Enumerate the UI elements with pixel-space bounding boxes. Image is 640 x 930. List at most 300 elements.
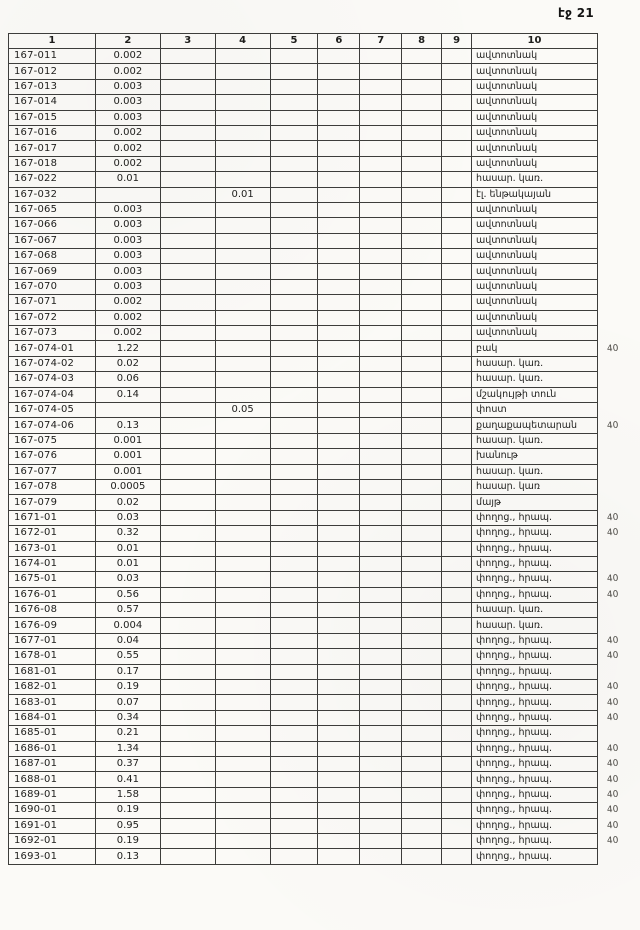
cell-value4 [215, 741, 270, 756]
cell-value4 [215, 587, 270, 602]
cell-empty8 [402, 202, 442, 217]
table-row [9, 418, 640, 433]
cell-value4 [215, 356, 270, 371]
margin-mark [597, 510, 639, 525]
cell-empty7 [360, 387, 402, 402]
cell-empty5 [270, 110, 318, 125]
cell-value2: 0.002 [95, 326, 160, 341]
table-row [9, 372, 640, 387]
cell-empty9 [442, 326, 472, 341]
cell-use-type: խանութ [472, 449, 598, 464]
cell-value4 [215, 387, 270, 402]
cell-empty5 [270, 310, 318, 325]
cell-empty5 [270, 803, 318, 818]
cell-use-type: փողոց., հրապ. [472, 649, 598, 664]
cell-empty5 [270, 741, 318, 756]
cell-empty7 [360, 772, 402, 787]
column-header-5: 5 [270, 34, 318, 49]
cell-use-type: ավտոտնակ [472, 202, 598, 217]
margin-mark [597, 64, 639, 79]
cell-empty5 [270, 418, 318, 433]
cell-empty8 [402, 326, 442, 341]
cell-use-type: փողոց., հրապ. [472, 787, 598, 802]
cell-value4 [215, 664, 270, 679]
margin-mark [597, 710, 639, 725]
margin-mark [597, 141, 639, 156]
margin-mark [597, 233, 639, 248]
cell-empty6 [318, 618, 360, 633]
cell-use-type: ավտոտնակ [472, 264, 598, 279]
cell-use-type: փողոց., հրապ. [472, 633, 598, 648]
cell-empty8 [402, 233, 442, 248]
cell-value4 [215, 326, 270, 341]
cell-empty7 [360, 95, 402, 110]
cell-empty8 [402, 125, 442, 140]
cell-code: 1682-01 [9, 680, 96, 695]
cell-value2: 0.01 [95, 556, 160, 571]
cell-empty5 [270, 372, 318, 387]
cell-empty7 [360, 526, 402, 541]
handwritten-mark: 40 [606, 835, 619, 847]
cell-value2: 0.95 [95, 818, 160, 833]
handwritten-mark: 40 [606, 820, 619, 832]
cell-value2: 0.14 [95, 387, 160, 402]
table-row [9, 264, 640, 279]
cell-code: 1692-01 [9, 833, 96, 848]
cell-value2: 0.37 [95, 756, 160, 771]
cell-empty3 [160, 218, 215, 233]
cell-empty5 [270, 79, 318, 94]
margin-mark [597, 849, 639, 864]
margin-mark [597, 418, 639, 433]
cell-use-type: փողոց., հրապ. [472, 556, 598, 571]
cell-empty8 [402, 787, 442, 802]
cadastre-table [8, 33, 640, 865]
cell-empty3 [160, 603, 215, 618]
cell-empty3 [160, 125, 215, 140]
cell-value2: 0.003 [95, 279, 160, 294]
handwritten-mark: 40 [606, 527, 619, 539]
cell-empty5 [270, 341, 318, 356]
table-row [9, 603, 640, 618]
margin-mark [597, 372, 639, 387]
cell-empty5 [270, 295, 318, 310]
cell-code: 167-071 [9, 295, 96, 310]
cell-empty9 [442, 526, 472, 541]
table-row [9, 326, 640, 341]
cell-value4 [215, 202, 270, 217]
cell-empty9 [442, 233, 472, 248]
cell-empty5 [270, 387, 318, 402]
cell-value2: 0.02 [95, 495, 160, 510]
table-row [9, 587, 640, 602]
handwritten-mark: 40 [606, 420, 619, 431]
table-row [9, 295, 640, 310]
cell-code: 167-065 [9, 202, 96, 217]
cell-use-type: փողոց., հրապ. [472, 710, 598, 725]
cell-code: 1674-01 [9, 556, 96, 571]
cell-empty6 [318, 833, 360, 848]
cell-code: 167-074-02 [9, 356, 96, 371]
column-header-4: 4 [215, 34, 270, 49]
cell-empty3 [160, 295, 215, 310]
cell-value2: 0.55 [95, 649, 160, 664]
table-row [9, 402, 640, 417]
cell-empty6 [318, 402, 360, 417]
cell-empty7 [360, 110, 402, 125]
table-row [9, 110, 640, 125]
cell-empty9 [442, 64, 472, 79]
cell-empty5 [270, 726, 318, 741]
margin-mark [597, 787, 639, 802]
cell-empty6 [318, 356, 360, 371]
cell-value4 [215, 49, 270, 64]
cell-code: 167-015 [9, 110, 96, 125]
cell-empty5 [270, 833, 318, 848]
cell-value2: 0.21 [95, 726, 160, 741]
cell-use-type: ավտոտնակ [472, 249, 598, 264]
cell-empty6 [318, 279, 360, 294]
cell-empty9 [442, 772, 472, 787]
cell-empty7 [360, 572, 402, 587]
cell-value4 [215, 633, 270, 648]
cell-empty7 [360, 218, 402, 233]
cell-use-type: փողոց., հրապ. [472, 803, 598, 818]
cell-empty6 [318, 541, 360, 556]
cell-value2: 0.003 [95, 110, 160, 125]
margin-mark [597, 356, 639, 371]
cell-empty9 [442, 603, 472, 618]
cell-value4 [215, 110, 270, 125]
cell-empty9 [442, 218, 472, 233]
handwritten-mark: 40 [606, 789, 619, 801]
cell-empty6 [318, 510, 360, 525]
cell-empty5 [270, 495, 318, 510]
cell-empty9 [442, 141, 472, 156]
cell-empty6 [318, 264, 360, 279]
cell-value4: 0.05 [215, 402, 270, 417]
cell-empty3 [160, 833, 215, 848]
cell-empty5 [270, 510, 318, 525]
cell-empty3 [160, 156, 215, 171]
cell-use-type: հասար. կառ. [472, 603, 598, 618]
cell-empty8 [402, 356, 442, 371]
cell-empty9 [442, 125, 472, 140]
cell-value4 [215, 310, 270, 325]
cell-code: 1676-08 [9, 603, 96, 618]
cell-empty8 [402, 510, 442, 525]
cell-empty7 [360, 249, 402, 264]
cell-empty5 [270, 664, 318, 679]
cell-empty8 [402, 187, 442, 202]
column-header-1: 1 [9, 34, 96, 49]
cell-empty6 [318, 603, 360, 618]
cell-empty3 [160, 772, 215, 787]
cell-use-type: փողոց., հրապ. [472, 572, 598, 587]
table-row [9, 341, 640, 356]
cell-empty6 [318, 156, 360, 171]
cell-empty7 [360, 372, 402, 387]
cell-empty9 [442, 633, 472, 648]
table-row [9, 526, 640, 541]
table-row [9, 233, 640, 248]
handwritten-mark: 40 [606, 574, 619, 585]
cell-value2: 0.003 [95, 233, 160, 248]
cell-value2: 0.57 [95, 603, 160, 618]
cell-use-type: փողոց., հրապ. [472, 680, 598, 695]
cell-code: 1673-01 [9, 541, 96, 556]
margin-mark [597, 495, 639, 510]
cell-code: 167-068 [9, 249, 96, 264]
cell-code: 167-069 [9, 264, 96, 279]
margin-mark [597, 49, 639, 64]
margin-mark [597, 172, 639, 187]
cell-empty8 [402, 756, 442, 771]
cell-code: 167-017 [9, 141, 96, 156]
cell-empty5 [270, 680, 318, 695]
cell-code: 167-074-06 [9, 418, 96, 433]
cell-empty9 [442, 279, 472, 294]
cell-empty3 [160, 680, 215, 695]
cell-value4 [215, 495, 270, 510]
margin-mark [597, 818, 639, 833]
cell-empty6 [318, 95, 360, 110]
cell-empty9 [442, 372, 472, 387]
cell-empty7 [360, 726, 402, 741]
margin-mark [597, 464, 639, 479]
cell-code: 167-078 [9, 479, 96, 494]
cell-empty7 [360, 603, 402, 618]
table-row [9, 202, 640, 217]
cell-empty9 [442, 356, 472, 371]
cell-empty9 [442, 649, 472, 664]
cell-empty3 [160, 849, 215, 864]
cell-empty5 [270, 402, 318, 417]
cell-empty7 [360, 695, 402, 710]
cell-empty3 [160, 264, 215, 279]
cell-use-type: փողոց., հրապ. [472, 849, 598, 864]
cell-empty9 [442, 95, 472, 110]
table-row [9, 556, 640, 571]
cell-empty3 [160, 79, 215, 94]
cell-empty5 [270, 264, 318, 279]
cell-empty7 [360, 79, 402, 94]
margin-mark [597, 603, 639, 618]
cell-empty8 [402, 680, 442, 695]
cell-empty7 [360, 279, 402, 294]
cell-empty5 [270, 587, 318, 602]
cell-use-type: հասար. կառ. [472, 356, 598, 371]
cell-use-type: փոստ [472, 402, 598, 417]
cell-empty9 [442, 587, 472, 602]
cell-empty3 [160, 556, 215, 571]
cell-empty7 [360, 787, 402, 802]
cell-empty7 [360, 495, 402, 510]
cell-empty7 [360, 125, 402, 140]
cell-empty9 [442, 464, 472, 479]
cell-code: 167-066 [9, 218, 96, 233]
cell-empty7 [360, 341, 402, 356]
cell-code: 1671-01 [9, 510, 96, 525]
table-row [9, 633, 640, 648]
cell-empty7 [360, 510, 402, 525]
cell-empty8 [402, 772, 442, 787]
cell-empty3 [160, 141, 215, 156]
table-row [9, 64, 640, 79]
cell-empty7 [360, 172, 402, 187]
cell-use-type: ավտոտնակ [472, 218, 598, 233]
cell-empty3 [160, 249, 215, 264]
cell-value2: 0.002 [95, 141, 160, 156]
margin-mark [597, 695, 639, 710]
cell-empty8 [402, 279, 442, 294]
cell-empty5 [270, 156, 318, 171]
margin-mark [597, 187, 639, 202]
cell-value2: 0.001 [95, 464, 160, 479]
cell-empty3 [160, 756, 215, 771]
cell-empty3 [160, 418, 215, 433]
cell-value2: 0.01 [95, 172, 160, 187]
table-row [9, 726, 640, 741]
cell-empty9 [442, 572, 472, 587]
table-row [9, 803, 640, 818]
cell-empty9 [442, 756, 472, 771]
cell-value2: 0.19 [95, 680, 160, 695]
handwritten-mark: 40 [606, 589, 619, 601]
cell-empty7 [360, 849, 402, 864]
cell-empty6 [318, 649, 360, 664]
cell-empty5 [270, 618, 318, 633]
cell-empty5 [270, 541, 318, 556]
cell-empty5 [270, 526, 318, 541]
cell-empty9 [442, 833, 472, 848]
cell-code: 1683-01 [9, 695, 96, 710]
cell-empty6 [318, 202, 360, 217]
cell-empty5 [270, 449, 318, 464]
table-row [9, 249, 640, 264]
cell-empty3 [160, 449, 215, 464]
cell-empty8 [402, 264, 442, 279]
cell-empty9 [442, 156, 472, 171]
cell-code: 167-073 [9, 326, 96, 341]
cell-value4 [215, 603, 270, 618]
table-row [9, 756, 640, 771]
cell-empty8 [402, 741, 442, 756]
margin-mark [597, 125, 639, 140]
cell-empty6 [318, 526, 360, 541]
cell-value2 [95, 402, 160, 417]
column-header-3: 3 [160, 34, 215, 49]
cell-empty6 [318, 110, 360, 125]
cell-empty8 [402, 387, 442, 402]
cell-value4 [215, 710, 270, 725]
cell-empty8 [402, 649, 442, 664]
cell-empty3 [160, 341, 215, 356]
cell-empty3 [160, 664, 215, 679]
cell-empty9 [442, 556, 472, 571]
table-row [9, 310, 640, 325]
table-row [9, 449, 640, 464]
cell-empty5 [270, 49, 318, 64]
cell-empty8 [402, 664, 442, 679]
cell-empty3 [160, 695, 215, 710]
cell-value4: 0.01 [215, 187, 270, 202]
cell-empty7 [360, 402, 402, 417]
margin-mark [597, 310, 639, 325]
cell-empty6 [318, 418, 360, 433]
cell-empty8 [402, 849, 442, 864]
cell-empty5 [270, 756, 318, 771]
cell-empty5 [270, 95, 318, 110]
cell-empty9 [442, 49, 472, 64]
cell-code: 167-072 [9, 310, 96, 325]
cell-empty7 [360, 818, 402, 833]
table-row [9, 849, 640, 864]
cell-empty8 [402, 64, 442, 79]
cell-empty5 [270, 125, 318, 140]
cell-empty6 [318, 141, 360, 156]
cell-value4 [215, 849, 270, 864]
cell-use-type: փողոց., հրապ. [472, 541, 598, 556]
margin-mark [597, 833, 639, 848]
cell-empty8 [402, 710, 442, 725]
cell-empty6 [318, 479, 360, 494]
cell-code: 1676-01 [9, 587, 96, 602]
cell-empty7 [360, 833, 402, 848]
table-row [9, 541, 640, 556]
cell-empty5 [270, 202, 318, 217]
cell-empty7 [360, 433, 402, 448]
cell-value4 [215, 95, 270, 110]
cell-empty6 [318, 849, 360, 864]
cell-empty3 [160, 649, 215, 664]
table-body [9, 49, 640, 865]
cell-empty3 [160, 510, 215, 525]
cell-empty6 [318, 756, 360, 771]
cell-use-type: փողոց., հրապ. [472, 526, 598, 541]
cell-value2: 1.58 [95, 787, 160, 802]
margin-mark [597, 803, 639, 818]
cell-empty3 [160, 202, 215, 217]
cell-empty8 [402, 310, 442, 325]
margin-mark [597, 156, 639, 171]
cell-empty5 [270, 556, 318, 571]
cell-value4 [215, 479, 270, 494]
cell-value2 [95, 187, 160, 202]
margin-mark [597, 295, 639, 310]
cell-value2: 0.04 [95, 633, 160, 648]
cell-use-type: հասար. կառ. [472, 618, 598, 633]
cell-empty7 [360, 541, 402, 556]
cell-code: 1690-01 [9, 803, 96, 818]
cell-code: 1675-01 [9, 572, 96, 587]
cell-empty8 [402, 249, 442, 264]
cell-empty8 [402, 479, 442, 494]
handwritten-mark: 40 [606, 651, 619, 662]
cell-empty8 [402, 541, 442, 556]
cell-code: 1672-01 [9, 526, 96, 541]
cell-empty6 [318, 772, 360, 787]
cell-value4 [215, 264, 270, 279]
cell-empty8 [402, 156, 442, 171]
cell-empty3 [160, 326, 215, 341]
cell-code: 167-011 [9, 49, 96, 64]
cell-empty6 [318, 710, 360, 725]
cell-value2: 0.003 [95, 218, 160, 233]
cell-empty3 [160, 587, 215, 602]
table-row [9, 787, 640, 802]
table-row [9, 356, 640, 371]
